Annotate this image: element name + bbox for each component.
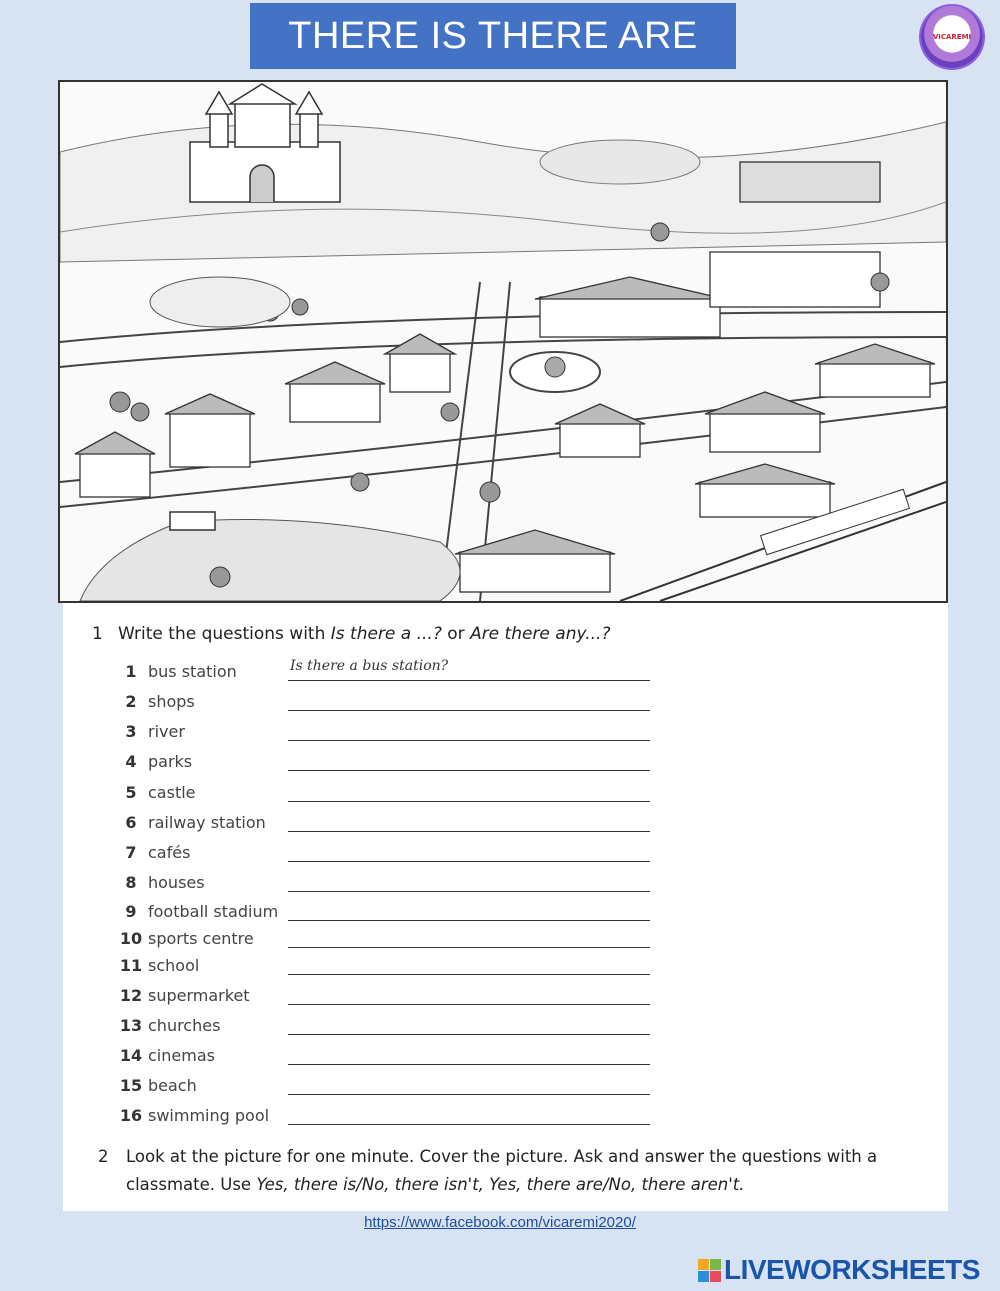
answer-line[interactable] [288,891,650,892]
exercise-2 [98,1143,918,1199]
question-word: bus station [148,662,237,681]
question-row [116,658,656,688]
exercise-2-line1: Look at the picture for one minute. Cover the picture. Ask and answer the questions with a [126,1147,878,1166]
exercise-2-prefix: classmate. Use [126,1175,257,1194]
question-word: cafés [148,843,191,862]
question-word: shops [148,692,195,711]
liveworksheets-icon [698,1259,721,1282]
question-row [116,986,656,1012]
question-number: 2 [125,692,137,711]
question-number: 1 [125,662,137,681]
question-word: castle [148,783,196,802]
question-number: 6 [125,813,137,832]
page-title: THERE IS THERE ARE [250,3,736,69]
answer-line[interactable] [288,974,650,975]
question-row [116,929,656,955]
answer-line[interactable] [288,831,650,832]
logo-text: VICAREMI [932,33,972,41]
question-number: 11 [119,956,143,975]
exercise-2-italic: Yes, there is/No, there isn't, Yes, there are/No, there aren't. [256,1175,745,1194]
question-row [116,783,656,809]
answer-text[interactable]: Is there a bus station? [290,658,449,674]
question-row [116,1076,656,1102]
answer-line[interactable] [288,920,650,921]
answer-line[interactable] [288,1034,650,1035]
question-number: 10 [119,929,143,948]
exercise-1-heading [92,624,610,644]
question-word: football stadium [148,902,279,921]
answer-line[interactable] [288,1064,650,1065]
answer-line[interactable] [288,770,650,771]
question-word: river [148,722,185,741]
question-row [116,813,656,839]
question-word: beach [148,1076,197,1095]
question-number: 12 [119,986,143,1005]
question-row [116,873,656,899]
answer-line[interactable] [288,710,650,711]
heading-italic-2: Are there any...? [470,624,611,644]
question-number: 14 [119,1046,143,1065]
town-drawing [60,82,946,601]
answer-line[interactable] [288,680,650,681]
question-row [116,1046,656,1072]
question-number: 4 [125,752,137,771]
vicaremi-logo [921,6,983,68]
heading-prefix: Write the questions with [118,624,331,644]
question-number: 9 [125,902,137,921]
answer-line[interactable] [288,801,650,802]
question-word: school [148,956,200,975]
question-number: 16 [119,1106,143,1125]
heading-mid: or [441,624,471,644]
answer-line[interactable] [288,947,650,948]
question-word: cinemas [148,1046,215,1065]
question-row [116,902,656,928]
answer-line[interactable] [288,740,650,741]
heading-italic-1: Is there a ...? [330,624,442,644]
question-word: houses [148,873,205,892]
question-number: 13 [119,1016,143,1035]
question-word: swimming pool [148,1106,270,1125]
question-word: railway station [148,813,266,832]
question-number: 8 [125,873,137,892]
question-word: churches [148,1016,221,1035]
question-row [116,722,656,748]
question-row [116,1106,656,1132]
question-word: parks [148,752,193,771]
exercise-1-number: 1 [92,624,103,644]
liveworksheets-brand[interactable] [698,1254,980,1286]
answer-line[interactable] [288,1004,650,1005]
question-number: 15 [119,1076,143,1095]
question-row [116,1016,656,1042]
facebook-link[interactable]: https://www.facebook.com/vicaremi2020/ [364,1214,636,1231]
question-row [116,692,656,718]
question-word: sports centre [148,929,254,948]
liveworksheets-label: LIVEWORKSHEETS [724,1254,980,1285]
exercise-2-number: 2 [98,1147,109,1166]
question-number: 5 [125,783,137,802]
question-row [116,843,656,869]
town-illustration [58,80,948,603]
question-row [116,956,656,982]
question-number: 3 [125,722,137,741]
answer-line[interactable] [288,861,650,862]
question-word: supermarket [148,986,250,1005]
question-row [116,752,656,778]
question-number: 7 [125,843,137,862]
answer-line[interactable] [288,1094,650,1095]
answer-line[interactable] [288,1124,650,1125]
